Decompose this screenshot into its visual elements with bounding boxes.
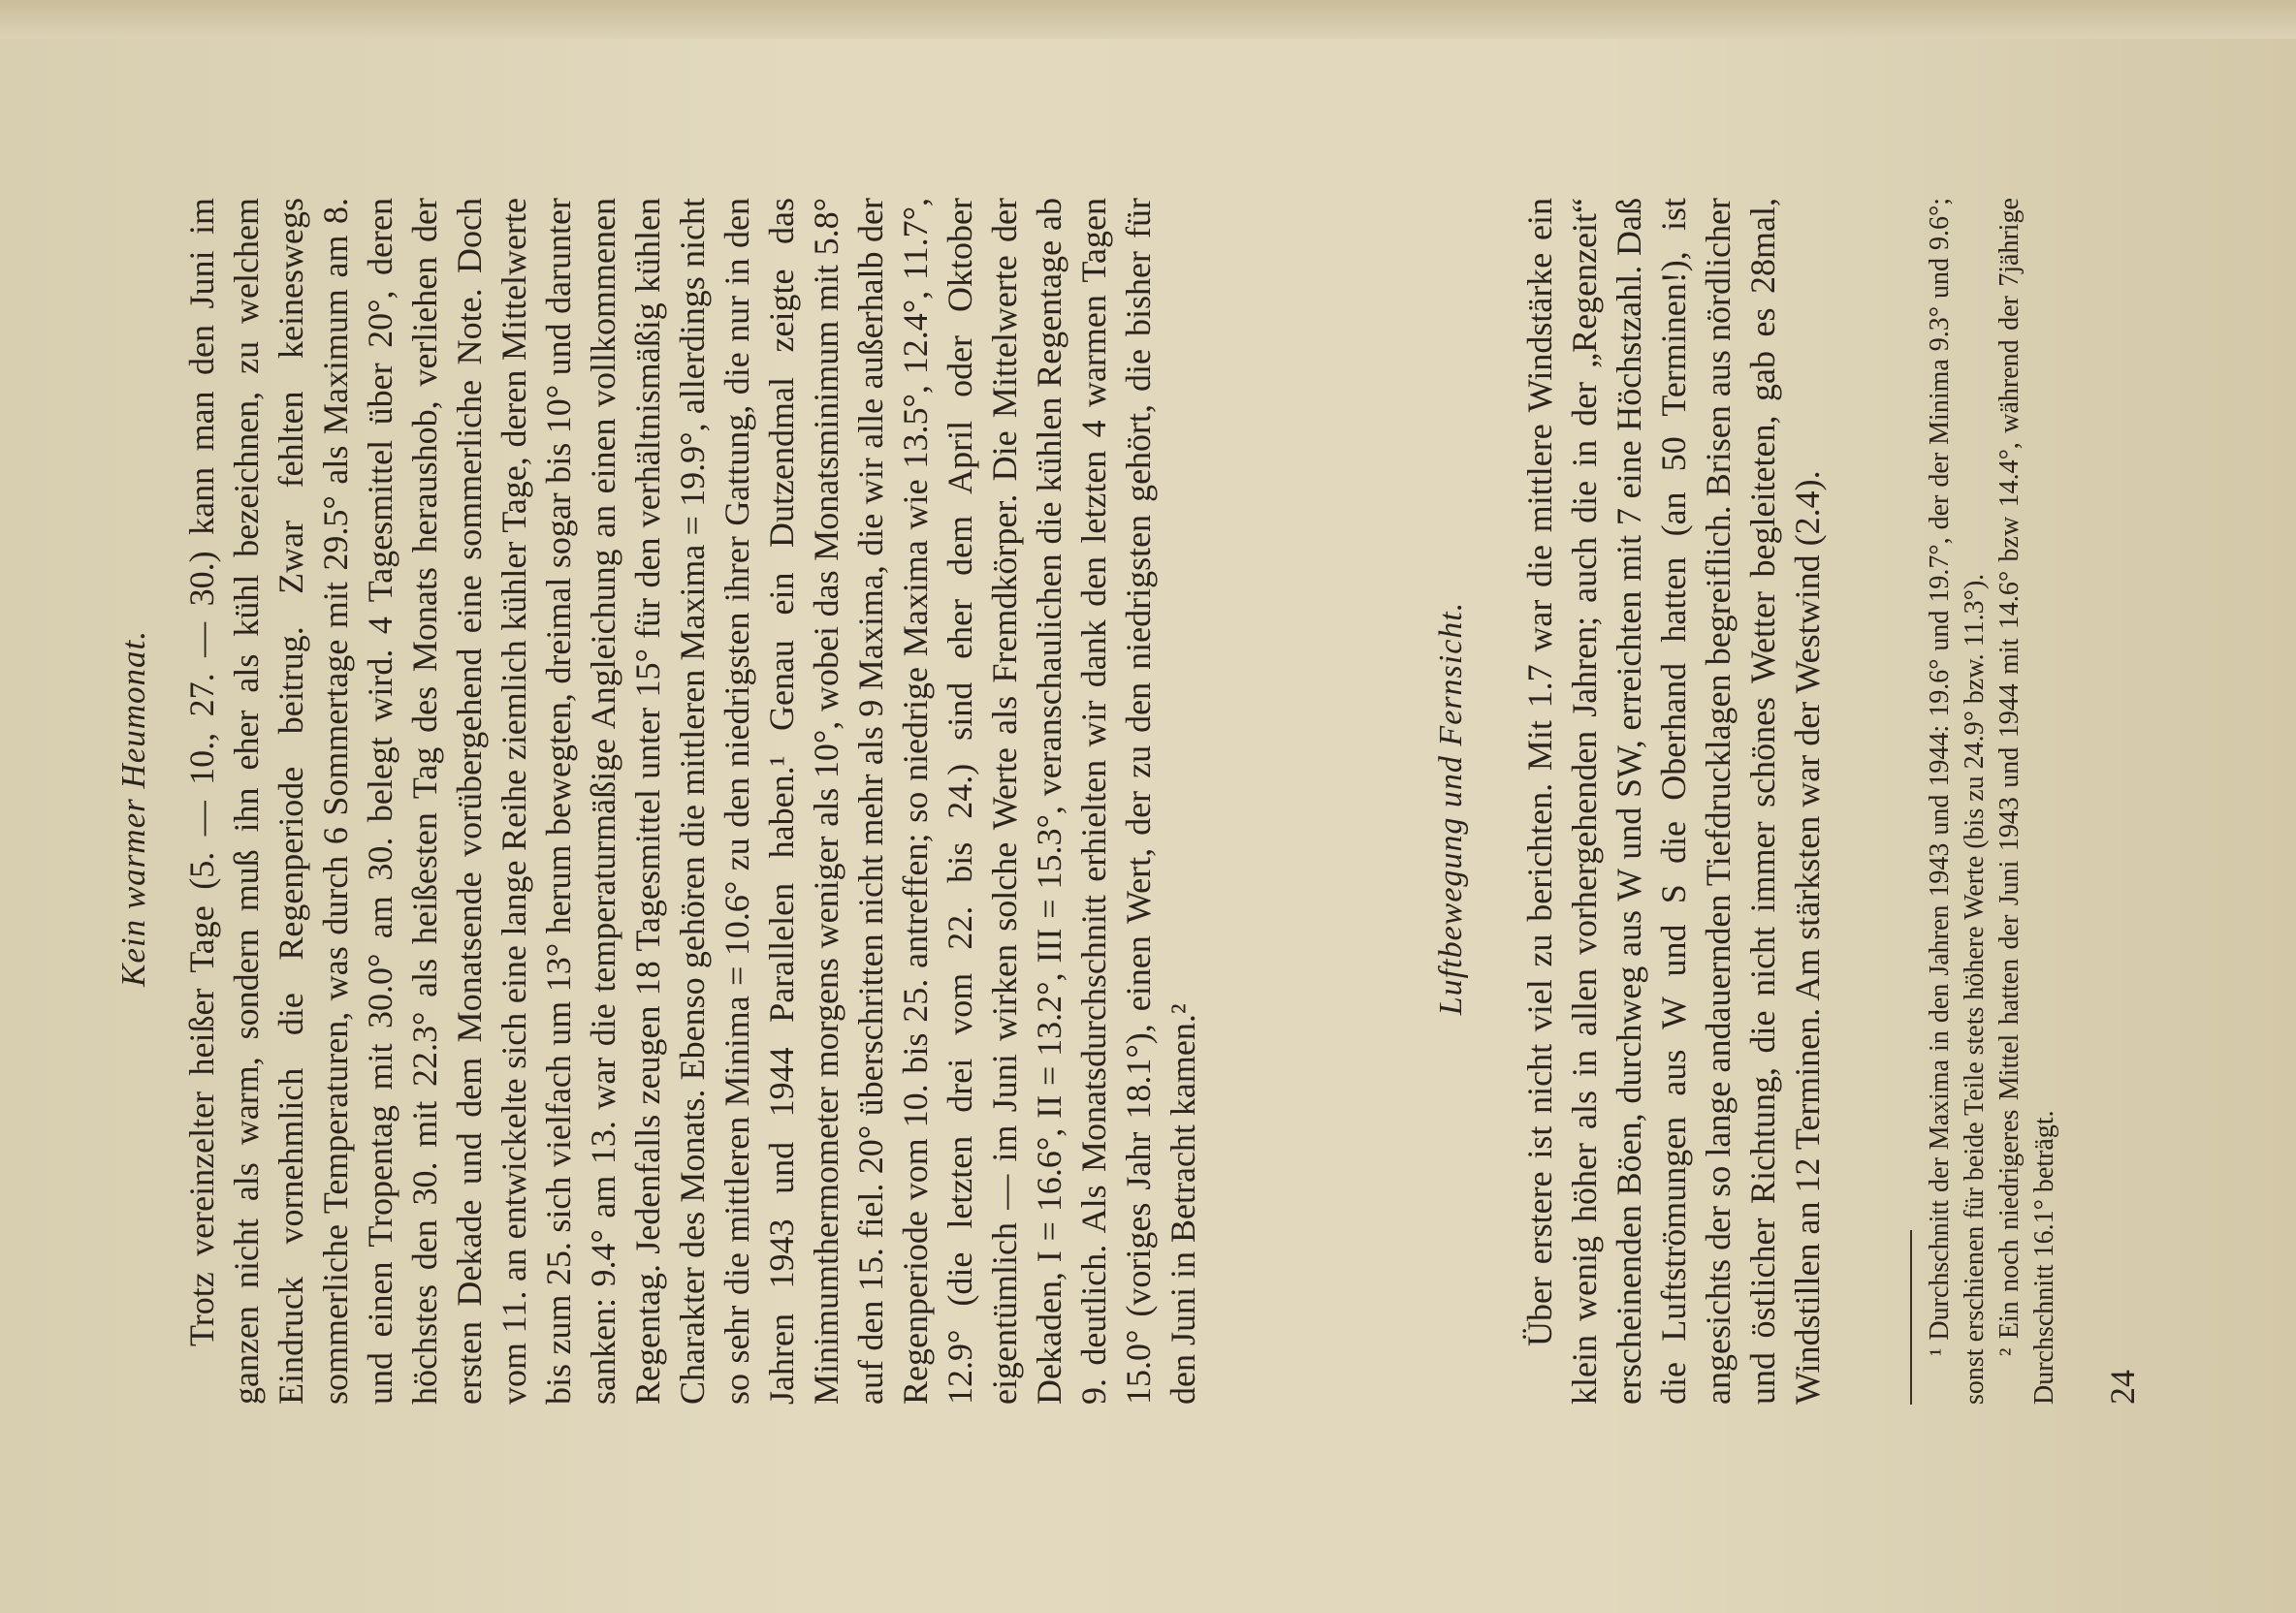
paragraph-wind: Über erstere ist nicht viel zu berichten. Mit 1.7 war die mittlere Windstärke ein klein wenig höher als in allen vorhergehenden Jahren; auch die in der „Regenzeit“ erscheinenden Böen, durchweg aus W und SW, erreichten mit 7 eine Höchstzahl. Daß die Luftströmungen aus W und S die Oberhand hatten (an 50 Terminen!), ist angesichts der so lange andauernden Tiefdrucklagen begreiflich. Brisen aus nördlicher und östlicher Richtung, die nicht immer schönes Wetter begleiteten, gab es 28mal, Windstillen an 12 Terminen. Am stärksten war der Westwind (2.4). bbox=[1520, 198, 1827, 1405]
body-section-wind bbox=[1517, 198, 1830, 1405]
page-number: 24 bbox=[2103, 1370, 2142, 1405]
footnote-2: ² Ein noch niedrigeres Mittel hatten der Juni 1943 und 1944 mit 14.6° bzw 14.4°, während der 7jährige Durchschnitt 16.1° beträgt. bbox=[1994, 198, 2059, 1405]
paragraph-temperature: Trotz vereinzelter heißer Tage (5. — 10., 27. — 30.) kann man den Juni im ganzen nicht als warm, sondern muß ihn eher als kühl bezeichnen, zu welchem Eindruck vornehmlich die Regenperiode beitrug. Zwar fehlten keineswegs sommerliche Temperaturen, was durch 6 Sommertage mit 29.5° als Maximum am 8. und einen Tropentag mit 30.0° am 30. belegt wird. 4 Tagesmittel über 20°, deren höchstes den 30. mit 22.3° als heißesten Tag des Monats heraushob, verliehen der ersten Dekade und dem Monatsende vorübergehend eine sommerliche Note. Doch vom 11. an entwickelte sich eine lange Reihe ziemlich kühler Tage, deren Mittelwerte bis zum 25. sich vielfach um 13° herum bewegten, dreimal sogar bis 10° und darunter sanken: 9.4° am 13. war die temperaturmäßige Angleichung an einen vollkommenen Regentag. Jedenfalls zeugen 18 Tagesmittel unter 15° für den verhältnismäßig kühlen Charakter des Monats. Ebenso gehören die mittleren Maxima = 19.9°, allerdings nicht so sehr die mittleren Minima = 10.6° zu den niedrigsten ihrer Gattung, die nur in den Jahren 1943 und 1944 Parallelen haben.¹ Genau ein Dutzendmal zeigte das Minimumthermometer morgens weniger als 10°, wobei das Monatsminimum mit 5.8° auf den 15. fiel. 20° überschritten nicht mehr als 9 Maxima, die wir alle außerhalb der Regenperiode vom 10. bis 25. antreffen; so niedrige Maxima wie 13.5°, 12.4°, 11.7°, 12.9° (die letzten drei vom 22. bis 24.) sind eher dem April oder Oktober eigentümlich — im Juni wirken solche Werte als Fremdkörper. Die Mittelwerte der Dekaden, I = 16.6°, II = 13.2°, III = 15.3°, veranschaulichen die kühlen Regentage ab 9. deutlich. Als Monatsdurchschnitt erhielten wir dank den letzten 4 warmen Tagen 15.0° (voriges Jahr 18.1°), einen Wert, der zu den niedrigsten gehört, die bisher für den Juni in Betracht kamen.² bbox=[182, 198, 1202, 1405]
running-head: Kein warmer Heumonat. bbox=[114, 629, 152, 988]
body-section-temperature bbox=[179, 198, 1205, 1405]
section-heading: Luftbewegung und Fernsicht. bbox=[1433, 601, 1469, 1016]
footnotes bbox=[1923, 198, 2062, 1405]
footnote-divider bbox=[1910, 1230, 1912, 1405]
footnote-1: ¹ Durchschnitt der Maxima in den Jahren 1943 und 1944: 19.6° und 19.7°, der der Minima 9.3° und 9.6°; sonst erschienen für beide Teile stets höhere Werte (bis zu 24.9° bzw. 11.3°). bbox=[1925, 198, 1990, 1405]
